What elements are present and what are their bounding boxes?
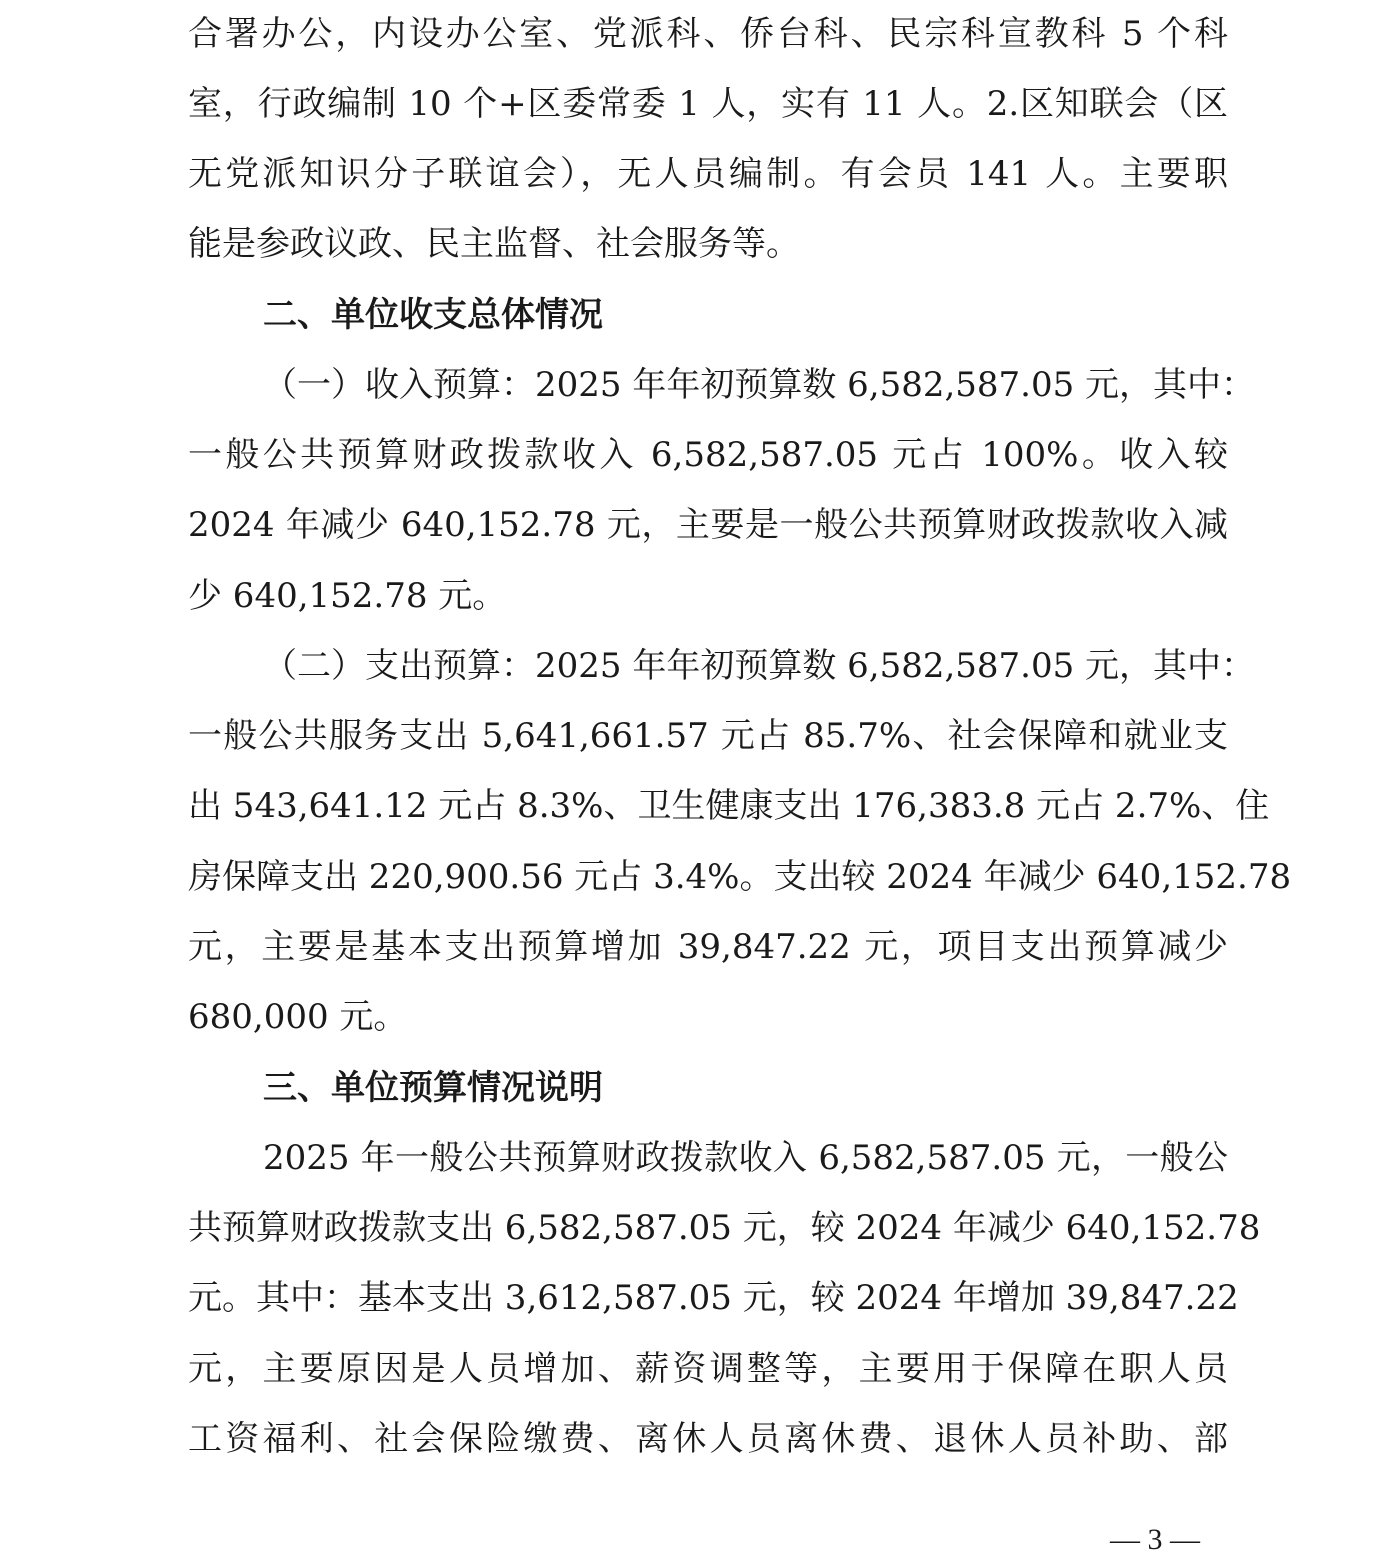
paragraph-line: 能是参政议政、民主监督、社会服务等。 (188, 224, 800, 264)
paragraph-line: 元，主要原因是人员增加、薪资调整等，主要用于保障在职人员 (188, 1349, 1228, 1389)
paragraph-line: 元，主要是基本支出预算增加 39,847.22 元，项目支出预算减少 (188, 927, 1228, 967)
paragraph-line: 一般公共服务支出 5,641,661.57 元占 85.7%、社会保障和就业支 (188, 716, 1228, 756)
paragraph-line: 2025 年一般公共预算财政拨款收入 6,582,587.05 元，一般公 (263, 1138, 1228, 1178)
paragraph-line: 室，行政编制 10 个+区委常委 1 人，实有 11 人。2.区知联会（区 (188, 84, 1228, 124)
paragraph-line: （二）支出预算：2025 年年初预算数 6,582,587.05 元，其中： (263, 646, 1256, 686)
paragraph-line: 少 640,152.78 元。 (188, 576, 507, 616)
paragraph-line: 合署办公，内设办公室、党派科、侨台科、民宗科宣教科 5 个科 (188, 14, 1228, 54)
paragraph-line: 元。其中：基本支出 3,612,587.05 元，较 2024 年增加 39,847.22 (188, 1278, 1239, 1318)
paragraph-line: 出 543,641.12 元占 8.3%、卫生健康支出 176,383.8 元占 2.7%、住 (188, 786, 1270, 826)
page-number: — 3 — (1110, 1523, 1200, 1556)
paragraph-line: 房保障支出 220,900.56 元占 3.4%。支出较 2024 年减少 640,152.78 (188, 857, 1292, 897)
section-heading-3: 三、单位预算情况说明 (263, 1068, 603, 1108)
paragraph-line: 2024 年减少 640,152.78 元，主要是一般公共预算财政拨款收入减 (188, 505, 1228, 545)
paragraph-line: 无党派知识分子联谊会），无人员编制。有会员 141 人。主要职 (188, 154, 1228, 194)
paragraph-line: （一）收入预算：2025 年年初预算数 6,582,587.05 元，其中： (263, 365, 1256, 405)
paragraph-line: 共预算财政拨款支出 6,582,587.05 元，较 2024 年减少 640,152.78 (188, 1208, 1261, 1248)
paragraph-line: 680,000 元。 (188, 997, 408, 1037)
paragraph-line: 一般公共预算财政拨款收入 6,582,587.05 元占 100%。收入较 (188, 435, 1228, 475)
section-heading-2: 二、单位收支总体情况 (263, 295, 603, 335)
paragraph-line: 工资福利、社会保险缴费、离休人员离休费、退休人员补助、部 (188, 1419, 1228, 1459)
